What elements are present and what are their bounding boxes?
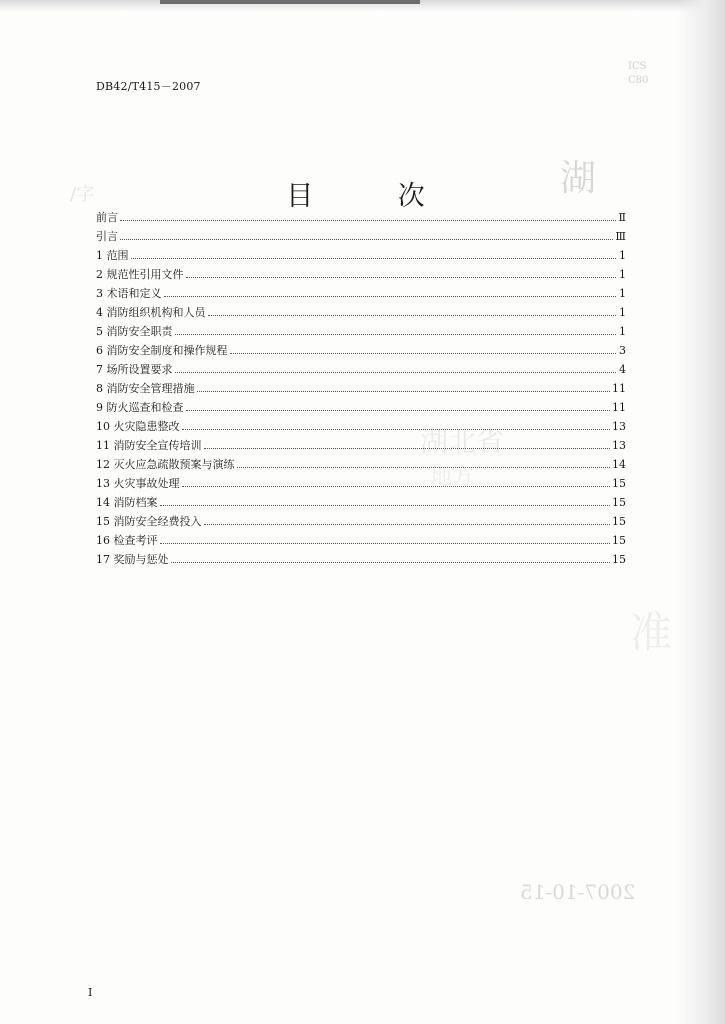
toc-entry-page: 1 — [619, 325, 626, 338]
toc-leader-dots — [197, 390, 611, 392]
toc-entry-label: 8 消防安全管理措施 — [96, 382, 195, 395]
toc-entry-label: 10 火灾隐患整改 — [96, 420, 180, 433]
scan-right-shadow — [677, 0, 725, 1024]
show-through-glyph: 湖 — [560, 158, 597, 199]
toc-entry-label: 16 检查考评 — [96, 534, 158, 547]
show-through-date: 2007-10-15 — [520, 880, 636, 904]
toc-entry[interactable] — [96, 379, 626, 398]
toc-entry[interactable] — [96, 341, 626, 360]
toc-entry-label: 14 消防档案 — [96, 496, 158, 509]
toc-entry-label: 3 术语和定义 — [96, 287, 162, 300]
toc-leader-dots — [237, 466, 611, 468]
show-through-glyph: 地方 — [430, 465, 475, 490]
table-of-contents — [96, 208, 626, 569]
toc-leader-dots — [204, 523, 611, 525]
toc-leader-dots — [160, 504, 611, 506]
toc-leader-dots — [204, 447, 611, 449]
toc-entry[interactable] — [96, 360, 626, 379]
show-through-glyph: /字 — [70, 184, 95, 205]
toc-leader-dots — [186, 276, 617, 278]
toc-entry-label: 引言 — [96, 230, 118, 243]
toc-leader-dots — [131, 257, 617, 259]
toc-leader-dots — [175, 333, 617, 335]
toc-entry-page: 15 — [612, 515, 626, 528]
page-number: I — [88, 986, 93, 999]
toc-entry-label: 17 奖励与惩处 — [96, 553, 169, 566]
toc-entry[interactable] — [96, 512, 626, 531]
toc-entry-page: 14 — [612, 458, 626, 471]
toc-entry-label: 1 范围 — [96, 249, 129, 262]
toc-entry[interactable] — [96, 322, 626, 341]
toc-entry[interactable] — [96, 436, 626, 455]
toc-leader-dots — [175, 371, 617, 373]
show-through-text: ICS C80 — [628, 61, 649, 86]
toc-entry-label: 13 火灾事故处理 — [96, 477, 180, 490]
toc-leader-dots — [164, 295, 617, 297]
toc-entry-page: 13 — [612, 420, 626, 433]
toc-leader-dots — [182, 485, 611, 487]
toc-entry-label: 前言 — [96, 211, 118, 224]
toc-entry[interactable] — [96, 531, 626, 550]
toc-entry-label: 9 防火巡查和检查 — [96, 401, 184, 414]
toc-entry[interactable] — [96, 474, 626, 493]
toc-entry-page: 15 — [612, 534, 626, 547]
toc-leader-dots — [120, 238, 613, 240]
toc-entry[interactable] — [96, 227, 626, 246]
toc-entry-page: 15 — [612, 553, 626, 566]
toc-leader-dots — [208, 314, 617, 316]
toc-entry-page: 3 — [619, 344, 626, 357]
toc-entry[interactable] — [96, 208, 626, 227]
scan-top-mark — [160, 0, 420, 4]
toc-leader-dots — [171, 561, 611, 563]
toc-leader-dots — [160, 542, 611, 544]
toc-entry[interactable] — [96, 550, 626, 569]
toc-entry-page: 1 — [619, 287, 626, 300]
toc-entry-page: 11 — [612, 401, 626, 414]
toc-entry[interactable] — [96, 246, 626, 265]
toc-entry-page: Ⅲ — [615, 230, 626, 243]
toc-entry-label: 7 场所设置要求 — [96, 363, 173, 376]
toc-entry[interactable] — [96, 455, 626, 474]
toc-entry-label: 4 消防组织机构和人员 — [96, 306, 206, 319]
toc-entry-label: 6 消防安全制度和操作规程 — [96, 344, 228, 357]
toc-entry-label: 12 灭火应急疏散预案与演练 — [96, 458, 235, 471]
toc-entry[interactable] — [96, 284, 626, 303]
toc-entry-label: 2 规范性引用文件 — [96, 268, 184, 281]
toc-leader-dots — [120, 219, 616, 221]
toc-entry-page: 13 — [612, 439, 626, 452]
toc-entry-page: 1 — [619, 249, 626, 262]
toc-entry-label: 5 消防安全职责 — [96, 325, 173, 338]
toc-entry-label: 11 消防安全宣传培训 — [96, 439, 202, 452]
toc-entry-label: 15 消防安全经费投入 — [96, 515, 202, 528]
toc-entry-page: Ⅱ — [618, 211, 626, 224]
toc-leader-dots — [182, 428, 611, 430]
toc-entry-page: 4 — [619, 363, 626, 376]
toc-entry-page: 15 — [612, 477, 626, 490]
show-through-glyph: 湖北省 — [420, 425, 505, 458]
toc-entry-page: 15 — [612, 496, 626, 509]
toc-entry-page: 1 — [619, 268, 626, 281]
show-through-glyph: 准 — [630, 608, 673, 657]
toc-entry[interactable] — [96, 265, 626, 284]
toc-leader-dots — [230, 352, 617, 354]
toc-entry-page: 11 — [612, 382, 626, 395]
toc-title: 目 次 — [286, 181, 463, 212]
toc-entry[interactable] — [96, 417, 626, 436]
toc-entry[interactable] — [96, 398, 626, 417]
standard-code: DB42/T415－2007 — [96, 80, 201, 93]
toc-leader-dots — [186, 409, 611, 411]
toc-entry[interactable] — [96, 303, 626, 322]
toc-entry-page: 1 — [619, 306, 626, 319]
toc-entry[interactable] — [96, 493, 626, 512]
